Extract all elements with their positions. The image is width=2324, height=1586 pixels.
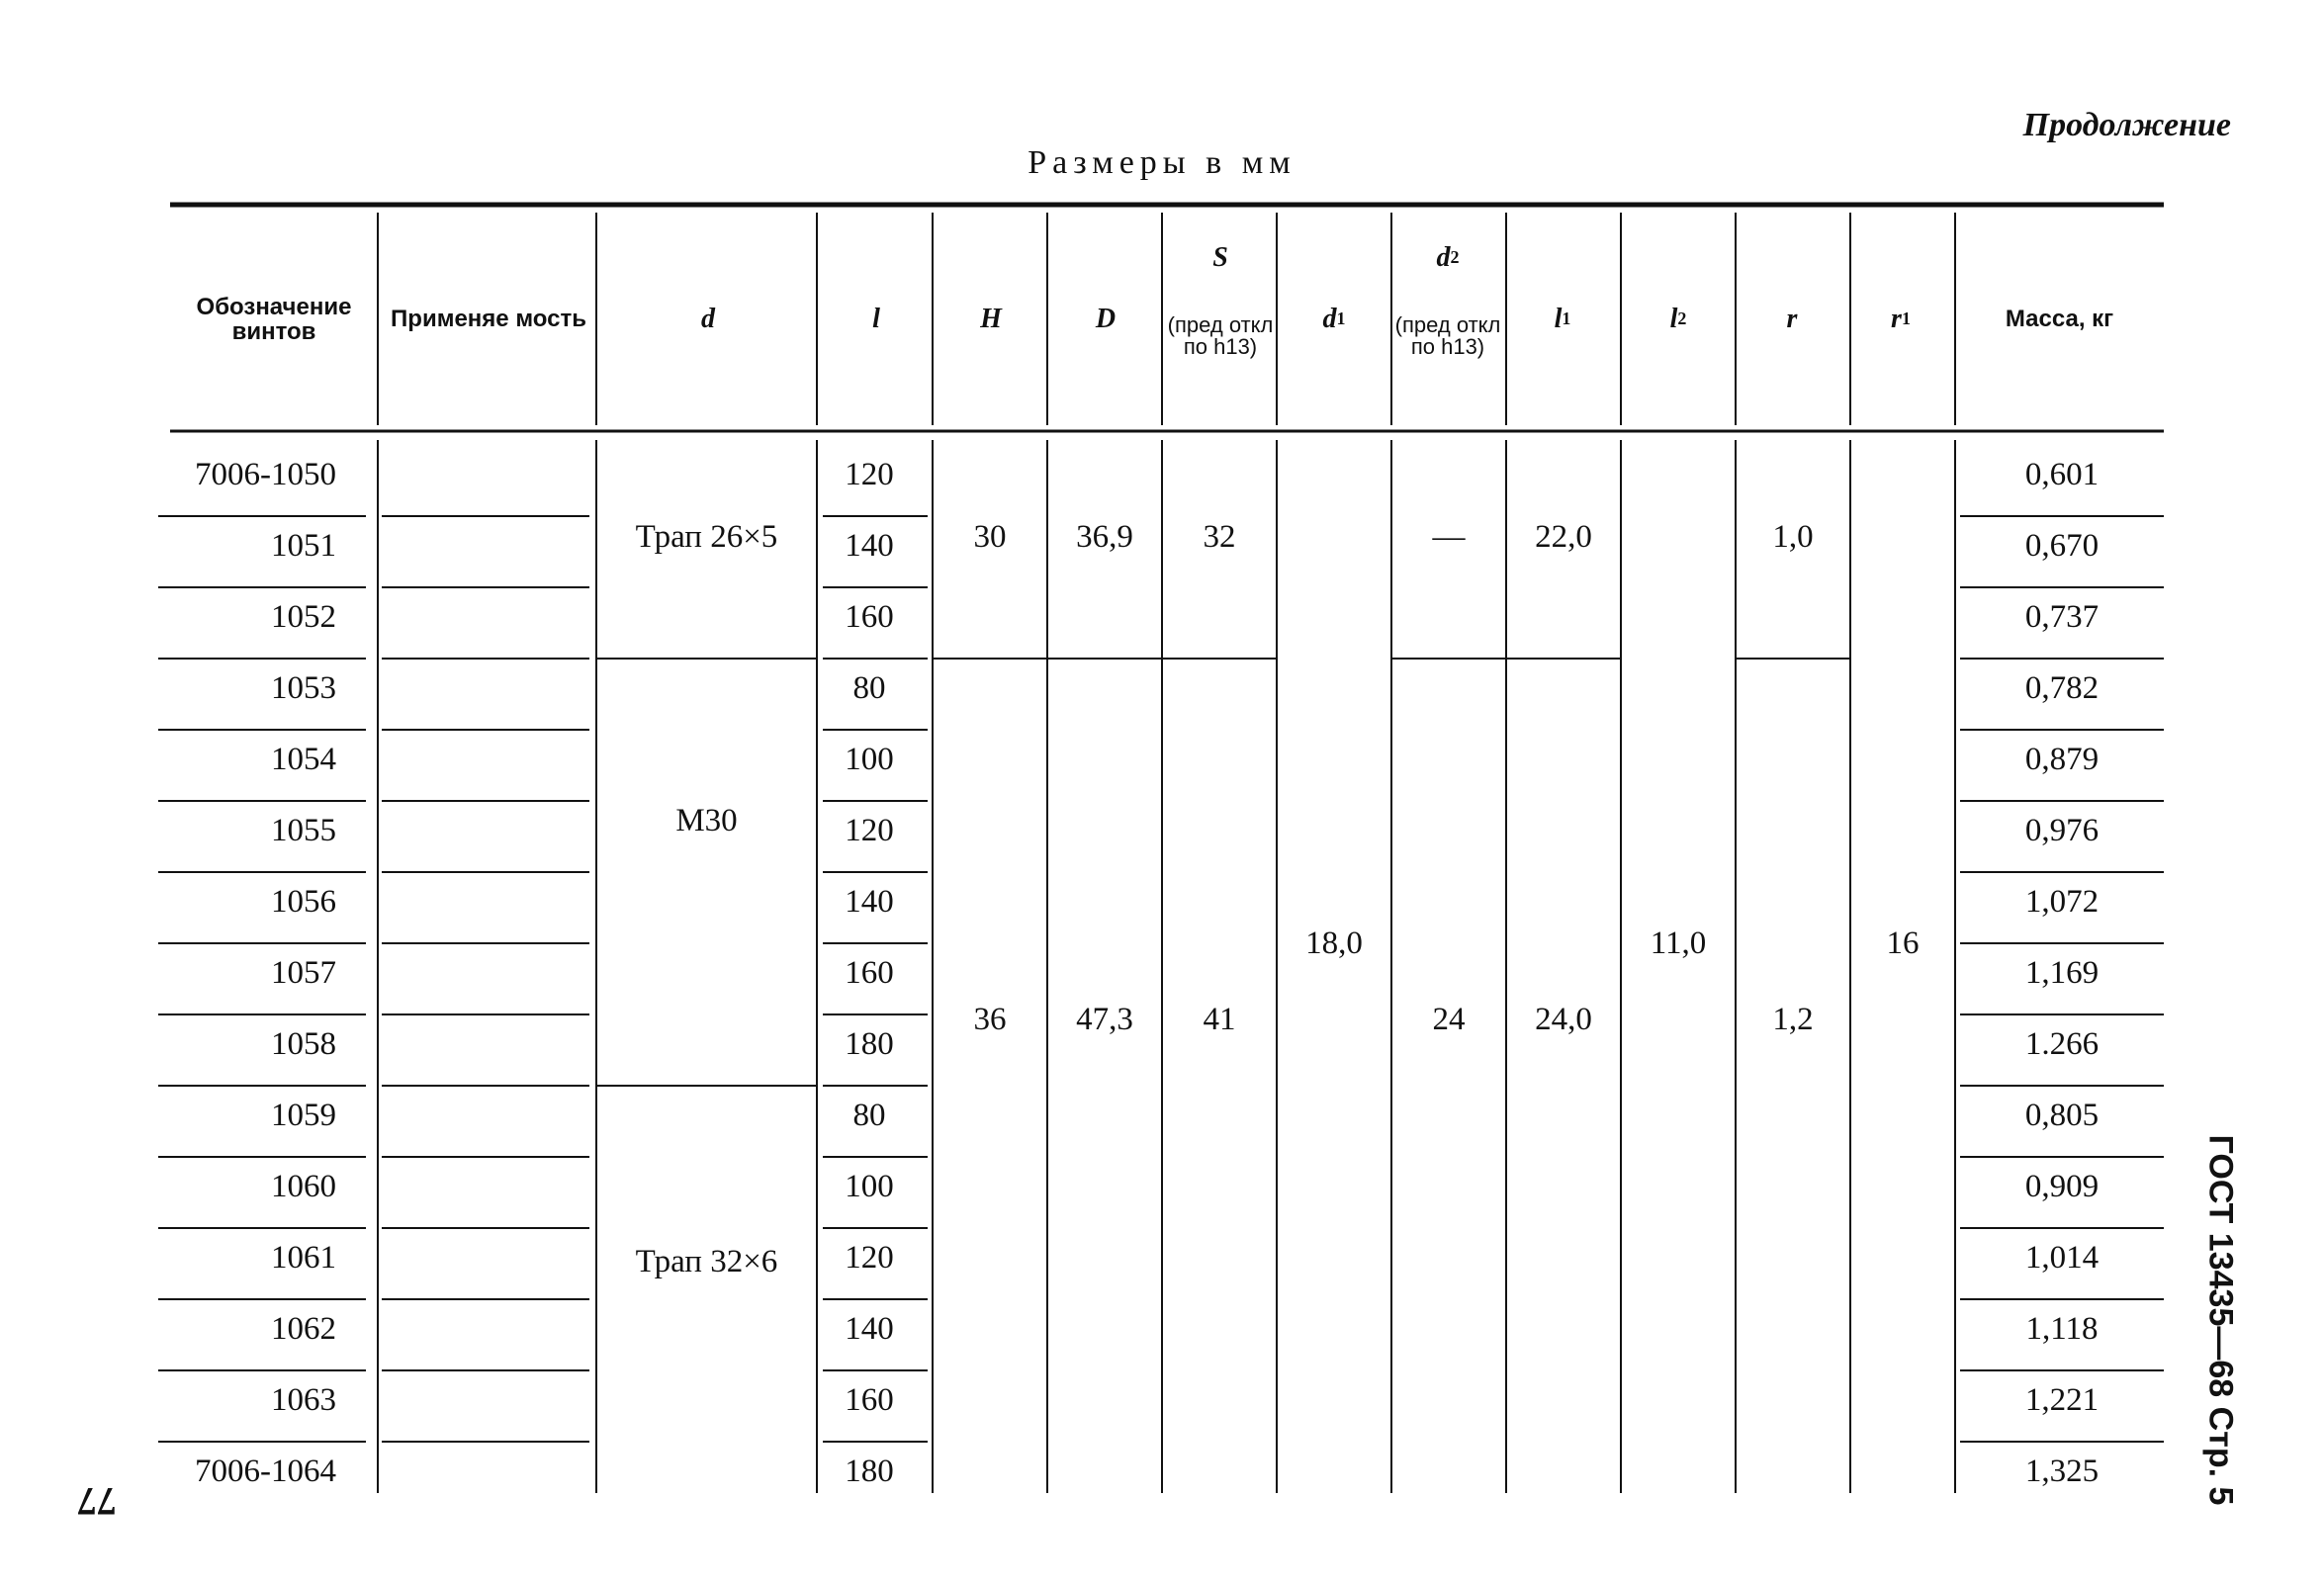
table-row-l: 160 [845, 1382, 894, 1418]
table-row-l: 180 [845, 1026, 894, 1062]
table-row-mass: 1,169 [2024, 955, 2100, 991]
header-r1: r 1 [1891, 304, 1911, 334]
r1-all: 16 [1886, 925, 1920, 961]
table-row-l: 140 [845, 884, 894, 920]
continuation-label: Продолжение [2022, 107, 2231, 143]
header-mass: Масса, кг [2005, 306, 2114, 332]
r-group1: 1,0 [1772, 519, 1814, 555]
table-row-mass: 1.266 [2024, 1026, 2100, 1062]
table-row-l: 160 [845, 599, 894, 635]
table-row-l: 140 [845, 1311, 894, 1347]
table-row-l: 160 [845, 955, 894, 991]
table-row-mass: 0,909 [2024, 1169, 2100, 1204]
header-S-note: (пред откл по h13) [1167, 312, 1274, 359]
l2-all: 11,0 [1650, 925, 1707, 961]
header-r: r [1786, 304, 1798, 334]
table-row-designation: 1063 [271, 1382, 336, 1418]
table-row-designation: 1056 [271, 884, 336, 920]
d-group3: Трап 32×6 [635, 1244, 778, 1279]
table-row-designation: 1053 [271, 670, 336, 706]
header-usage: Применяе мость [391, 306, 586, 332]
S-group2: 41 [1203, 1002, 1236, 1037]
table-row-l: 100 [845, 742, 894, 777]
header-S: S [1212, 241, 1228, 273]
d-group1: Трап 26×5 [635, 519, 778, 555]
D-group2: 47,3 [1076, 1002, 1133, 1037]
table-row-designation: 1059 [271, 1098, 336, 1133]
table-row-l: 100 [845, 1169, 894, 1204]
header-designation: Обозначение винтов [196, 293, 352, 345]
l1-group2: 24,0 [1535, 1002, 1592, 1037]
table-row-designation: 1051 [271, 528, 336, 564]
header-l1: l 1 [1554, 304, 1571, 334]
units-caption: Размеры в мм [1028, 144, 1296, 181]
table-row-l: 120 [845, 1240, 894, 1276]
table-row-mass: 1,072 [2024, 884, 2100, 920]
table-row-designation: 1062 [271, 1311, 336, 1347]
H-group1: 30 [973, 519, 1007, 555]
r-group2: 1,2 [1772, 1002, 1814, 1037]
header-l: l [872, 304, 880, 334]
table-row-l: 140 [845, 528, 894, 564]
table-row-designation: 1057 [271, 955, 336, 991]
table-row-designation: 7006-1064 [195, 1454, 336, 1489]
table-row-mass: 0,782 [2024, 670, 2100, 706]
header-d2-note: (пред откл по h13) [1394, 312, 1501, 359]
side-standard-code [2181, 1132, 2260, 1508]
table-row-l: 80 [852, 670, 886, 706]
table-row-mass: 1,221 [2024, 1382, 2100, 1418]
header-d: d [701, 304, 715, 334]
d-group2: М30 [675, 803, 738, 838]
table-row-designation: 1052 [271, 599, 336, 635]
header-D: D [1095, 304, 1117, 334]
table-row-mass: 0,601 [2024, 457, 2100, 492]
table-row-designation: 1060 [271, 1169, 336, 1204]
header-d2: d 2 [1436, 241, 1460, 273]
table-row-mass: 0,805 [2024, 1098, 2100, 1133]
table-row-designation: 1061 [271, 1240, 336, 1276]
header-d1: d 1 [1322, 304, 1346, 334]
d2-group2: 24 [1432, 1002, 1466, 1037]
table-row-l: 80 [852, 1098, 886, 1133]
d2-group1: — [1432, 519, 1466, 555]
table-row-designation: 1058 [271, 1026, 336, 1062]
table-row-l: 120 [845, 813, 894, 848]
table-row-mass: 1,014 [2024, 1240, 2100, 1276]
page-number: 77 [77, 1479, 117, 1524]
side-standard-code-text: ГОСТ 13435—68 Стр. 5 [2201, 1134, 2240, 1506]
table-row-mass: 0,670 [2024, 528, 2100, 564]
H-group2: 36 [973, 1002, 1007, 1037]
table-row-mass: 0,737 [2024, 599, 2100, 635]
S-group1: 32 [1203, 519, 1236, 555]
table-row-designation: 7006-1050 [195, 457, 336, 492]
table-row-mass: 0,976 [2024, 813, 2100, 848]
table-row-mass: 1,325 [2024, 1454, 2100, 1489]
table-row-designation: 1055 [271, 813, 336, 848]
table-row-mass: 0,879 [2024, 742, 2100, 777]
d1-all: 18,0 [1305, 925, 1363, 961]
table-row-l: 120 [845, 457, 894, 492]
l1-group1: 22,0 [1535, 519, 1592, 555]
table-row-designation: 1054 [271, 742, 336, 777]
table-row-l: 180 [845, 1454, 894, 1489]
header-H: H [980, 304, 1002, 334]
table-row-mass: 1,118 [2025, 1311, 2099, 1347]
D-group1: 36,9 [1076, 519, 1133, 555]
header-l2: l 2 [1669, 304, 1687, 334]
